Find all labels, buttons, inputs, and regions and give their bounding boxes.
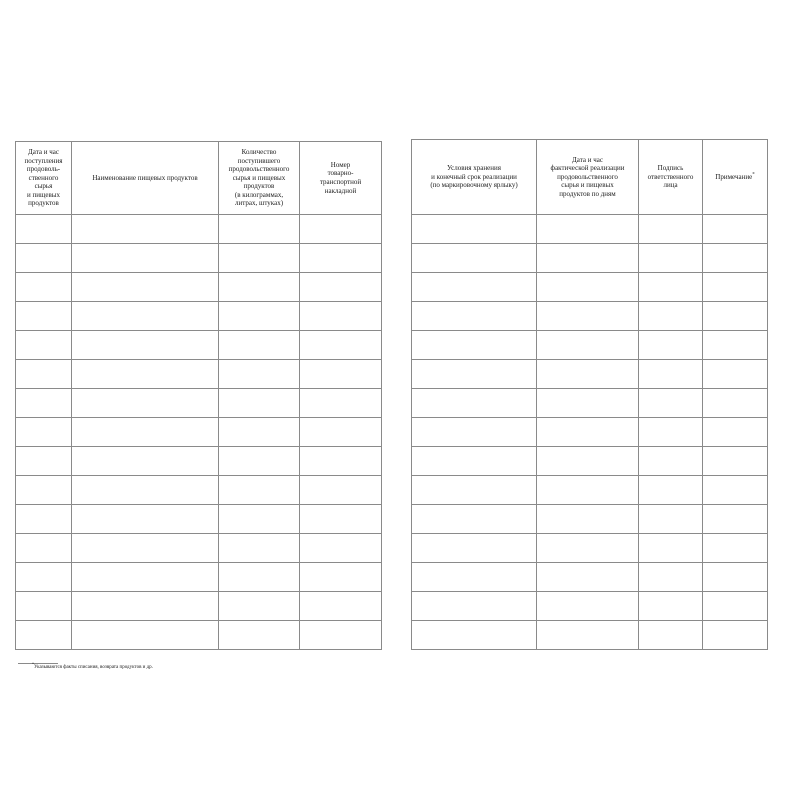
table-cell [300, 563, 382, 592]
table-row [412, 389, 768, 418]
table-cell [72, 534, 219, 563]
table-cell [412, 418, 537, 447]
table-cell [537, 447, 639, 476]
receipt-log-table [15, 141, 382, 650]
table-row [16, 447, 382, 476]
table-cell [703, 215, 768, 244]
table-cell [219, 592, 300, 621]
table-cell [219, 505, 300, 534]
table-cell [16, 244, 72, 273]
table-cell [537, 389, 639, 418]
table-cell [16, 302, 72, 331]
table-cell [72, 505, 219, 534]
table-row [16, 563, 382, 592]
table-row [412, 534, 768, 563]
table-cell [300, 534, 382, 563]
footnote-marker: * [32, 661, 34, 667]
table-cell [219, 244, 300, 273]
sales-log-table [411, 139, 768, 650]
table-cell [639, 505, 703, 534]
table-cell [412, 273, 537, 302]
table-cell [16, 360, 72, 389]
table-cell [72, 592, 219, 621]
table-row [16, 302, 382, 331]
table-cell [639, 331, 703, 360]
table-cell [72, 331, 219, 360]
table-cell [72, 447, 219, 476]
table-cell [72, 563, 219, 592]
table-cell [16, 505, 72, 534]
table-cell [300, 360, 382, 389]
table-cell [300, 244, 382, 273]
table-cell [412, 621, 537, 650]
table-cell [703, 534, 768, 563]
table-cell [219, 534, 300, 563]
table-row [412, 418, 768, 447]
table-cell [300, 331, 382, 360]
table-row [16, 360, 382, 389]
table-cell [639, 476, 703, 505]
header-cell-receipt-datetime: Дата и час поступления продоволь- ственного сырья и пищевых продуктов [16, 142, 72, 215]
table-cell [412, 534, 537, 563]
table-cell [72, 273, 219, 302]
table-cell [219, 621, 300, 650]
table-cell [537, 331, 639, 360]
table-cell [412, 389, 537, 418]
table-cell [300, 273, 382, 302]
table-cell [412, 476, 537, 505]
table-cell [639, 592, 703, 621]
note-marker: * [752, 172, 755, 178]
table-cell [219, 476, 300, 505]
table-row [412, 215, 768, 244]
table-cell [300, 389, 382, 418]
table-cell [300, 215, 382, 244]
table-cell [703, 389, 768, 418]
table-cell [16, 592, 72, 621]
table-cell [16, 563, 72, 592]
table-cell [537, 273, 639, 302]
note-label: Примечание [715, 172, 753, 181]
table-cell [72, 476, 219, 505]
table-cell [703, 447, 768, 476]
table-cell [639, 563, 703, 592]
table-cell [703, 331, 768, 360]
table-cell [72, 360, 219, 389]
header-cell-product-name: Наименование пищевых продуктов [72, 142, 219, 215]
table-row [16, 476, 382, 505]
table-row [412, 447, 768, 476]
table-cell [639, 389, 703, 418]
table-cell [537, 244, 639, 273]
table-row [412, 302, 768, 331]
table-cell [537, 418, 639, 447]
table-cell [412, 592, 537, 621]
table-row [16, 592, 382, 621]
table-row [412, 273, 768, 302]
header-cell-note [703, 140, 768, 215]
table-row [412, 621, 768, 650]
table-cell [703, 621, 768, 650]
table-cell [72, 302, 219, 331]
table-cell [412, 360, 537, 389]
table-cell [537, 621, 639, 650]
table-row [412, 476, 768, 505]
table-row [16, 418, 382, 447]
table-cell [16, 389, 72, 418]
table-cell [639, 302, 703, 331]
table-cell [300, 505, 382, 534]
table-cell [219, 215, 300, 244]
table-row [412, 592, 768, 621]
table-cell [300, 418, 382, 447]
table-cell [300, 476, 382, 505]
header-cell-storage-conditions: Условия хранения и конечный срок реализации (по маркировочному ярлыку) [412, 140, 537, 215]
table-cell [703, 563, 768, 592]
table-cell [537, 505, 639, 534]
table-cell [16, 331, 72, 360]
table-cell [16, 534, 72, 563]
footnote-text: Указываются факты списания, возврата продуктов и др. [34, 665, 153, 670]
table-row [16, 505, 382, 534]
table-cell [412, 505, 537, 534]
table-cell [16, 273, 72, 302]
table-cell [300, 302, 382, 331]
table-cell [72, 215, 219, 244]
table-cell [300, 447, 382, 476]
table-row [16, 389, 382, 418]
table-row [412, 505, 768, 534]
header-cell-waybill-number: Номер товарно- транспортной накладной [300, 142, 382, 215]
table-cell [219, 360, 300, 389]
table-cell [412, 244, 537, 273]
table-cell [412, 331, 537, 360]
table-cell [16, 447, 72, 476]
table-cell [412, 563, 537, 592]
table-cell [300, 592, 382, 621]
table-cell [639, 360, 703, 389]
table-cell [72, 389, 219, 418]
header-cell-quantity: Количество поступившего продовольственного сырья и пищевых продуктов (в килограммах, литрах, штуках) [219, 142, 300, 215]
table-cell [703, 302, 768, 331]
table-cell [219, 563, 300, 592]
table-cell [412, 215, 537, 244]
table-cell [639, 215, 703, 244]
table-row [16, 331, 382, 360]
table-row [16, 621, 382, 650]
table-cell [703, 244, 768, 273]
table-row [16, 215, 382, 244]
header-cell-signature: Подпись ответственного лица [639, 140, 703, 215]
table-cell [16, 621, 72, 650]
table-cell [219, 389, 300, 418]
footnote [32, 661, 153, 671]
table-cell [639, 273, 703, 302]
table-cell [16, 215, 72, 244]
table-cell [703, 273, 768, 302]
header-row [412, 140, 768, 215]
table-row [16, 534, 382, 563]
table-row [16, 244, 382, 273]
table-cell [219, 447, 300, 476]
table-cell [412, 447, 537, 476]
table-cell [219, 273, 300, 302]
table-cell [219, 418, 300, 447]
table-cell [72, 418, 219, 447]
table-cell [16, 476, 72, 505]
table-cell [537, 534, 639, 563]
table-cell [639, 244, 703, 273]
table-cell [703, 592, 768, 621]
table-row [16, 273, 382, 302]
table-cell [639, 621, 703, 650]
table-cell [703, 360, 768, 389]
table-cell [219, 302, 300, 331]
table-row [412, 331, 768, 360]
table-row [412, 563, 768, 592]
table-cell [72, 621, 219, 650]
table-cell [72, 244, 219, 273]
table-cell [537, 563, 639, 592]
table-cell [639, 447, 703, 476]
table-cell [537, 360, 639, 389]
table-cell [703, 476, 768, 505]
header-cell-sale-datetime: Дата и час фактической реализации продовольственного сырья и пищевых продуктов по дням [537, 140, 639, 215]
table-cell [639, 534, 703, 563]
table-cell [300, 621, 382, 650]
table-cell [703, 418, 768, 447]
table-cell [537, 476, 639, 505]
table-cell [537, 592, 639, 621]
table-cell [537, 215, 639, 244]
table-cell [412, 302, 537, 331]
table-cell [16, 418, 72, 447]
table-row [412, 244, 768, 273]
table-row [412, 360, 768, 389]
header-row [16, 142, 382, 215]
table-cell [703, 505, 768, 534]
table-cell [639, 418, 703, 447]
table-cell [537, 302, 639, 331]
table-cell [219, 331, 300, 360]
